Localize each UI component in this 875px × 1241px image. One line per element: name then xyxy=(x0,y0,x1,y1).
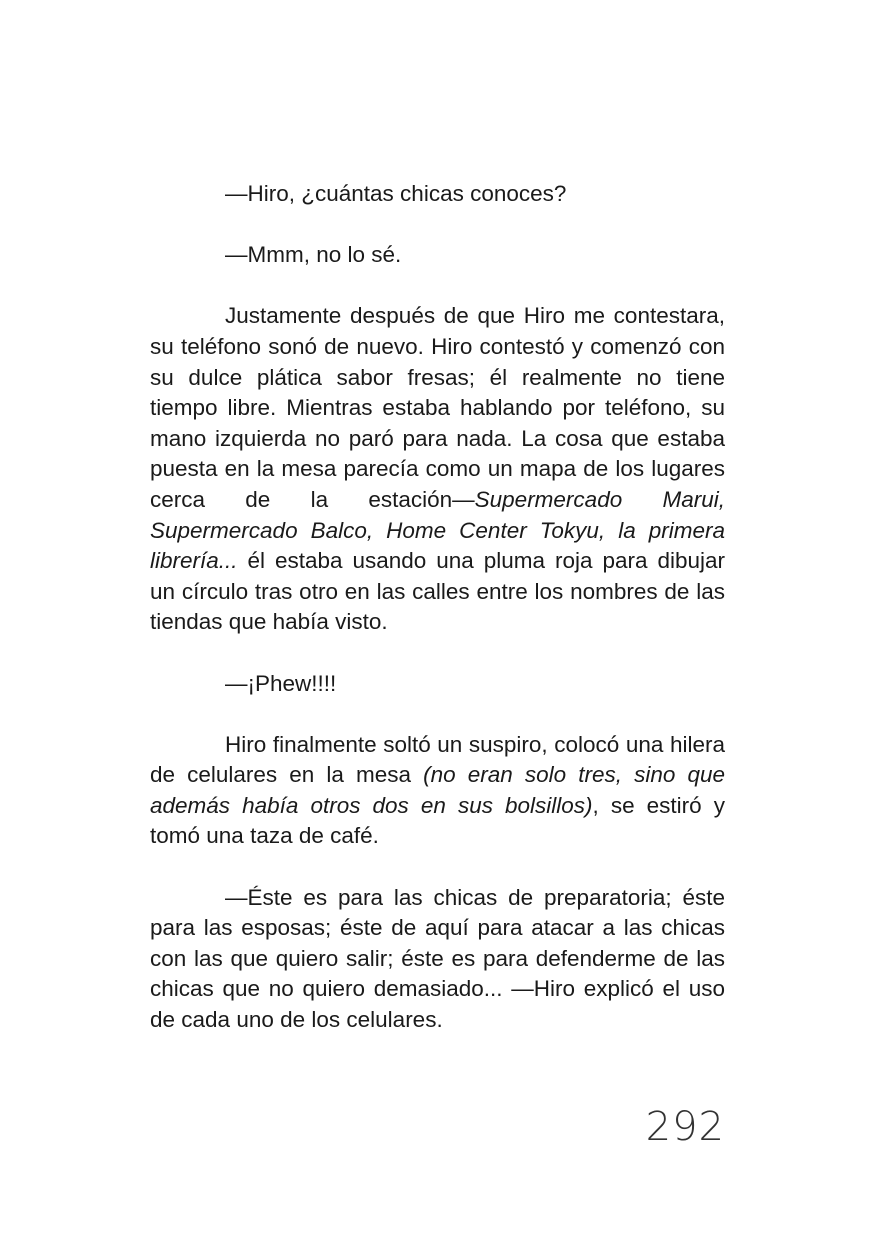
page-number: 292 xyxy=(645,1104,725,1150)
text-run: Hiro finalmente soltó un suspiro, colocó una hilera de celulares en la mesa xyxy=(150,731,725,788)
text-run: Justamente después de que Hiro me contestara, su teléfono sonó de nuevo. Hiro contestó y comenzó con su dulce plática sabor fresas; él realmente no tiene tiempo libre. Mientras estaba hablando por teléfono, su mano izquierda no paró para nada. La cosa que estaba puesta en la mesa parecía como un mapa de los lugares cerca de la estación— xyxy=(150,303,725,512)
text-run: —Mmm, no lo sé. xyxy=(225,242,402,268)
text-run: —Éste es para las chicas de preparatoria; éste para las esposas; éste de aquí para atacar a las chicas con las que quiero salir; éste es para defenderme de las chicas que no quiero demasiado... —Hiro explicó el uso de cada uno de los celulares. xyxy=(150,884,725,1033)
body-text xyxy=(150,179,725,1036)
paragraph-dialog xyxy=(150,240,725,271)
italic-aside: (no eran solo tres, sino que además había otros dos en sus bolsillos) xyxy=(150,762,725,818)
text-run: , se estiró y tomó una taza de café. xyxy=(150,792,725,849)
text-run: —¡Phew!!!! xyxy=(225,670,337,696)
paragraph-narration xyxy=(150,730,725,852)
paragraph-dialog xyxy=(150,669,725,700)
italic-store-list: Supermercado Marui, Supermercado Balco, Home Center Tokyu, la primera librería... xyxy=(150,486,725,574)
paragraph-dialog xyxy=(150,179,725,210)
paragraph-narration xyxy=(150,301,725,638)
text-run: —Hiro, ¿cuántas chicas conoces? xyxy=(225,181,567,206)
text-run: él estaba usando una pluma roja para dibujar un círculo tras otro en las calles entre los nombres de las tiendas que había visto. xyxy=(150,548,725,635)
paragraph-narration xyxy=(150,883,725,1036)
